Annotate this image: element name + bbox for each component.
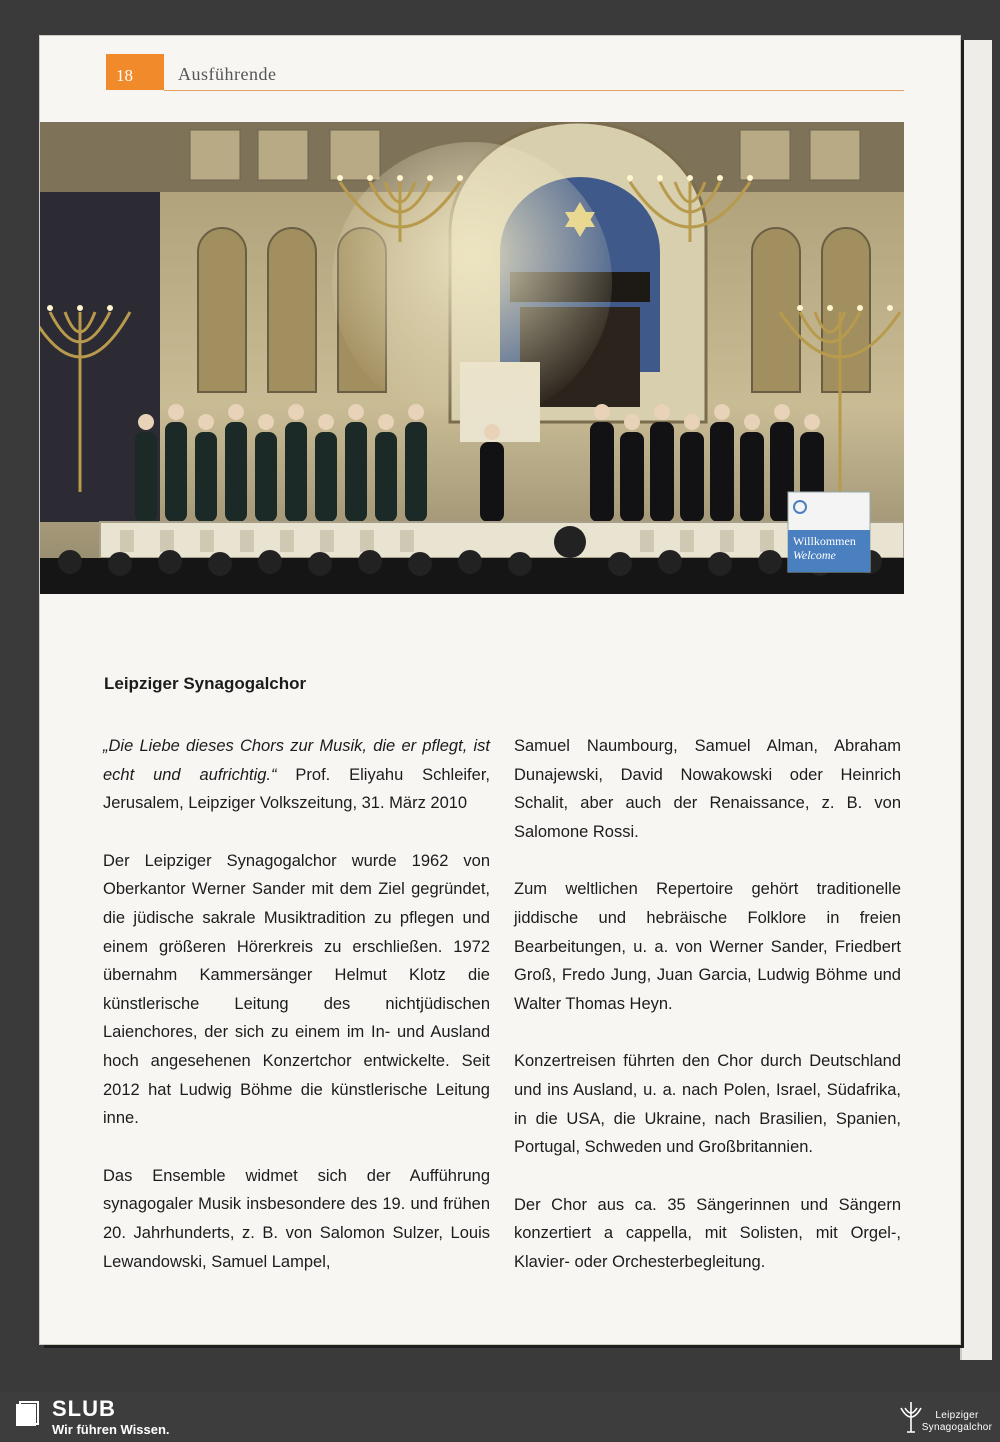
left-column — [103, 732, 490, 1305]
choir-logo-line1: Leipziger — [935, 1410, 979, 1421]
choir-logo-text — [920, 1410, 994, 1434]
header-rule — [164, 90, 904, 91]
next-page-edge — [960, 40, 992, 1360]
viewer-footer-bar — [0, 1392, 1000, 1442]
quote-text: „Die Liebe dieses Chors zur Musik, die er pflegt, ist echt und aufrichtig.“ — [103, 737, 490, 784]
booklet-page — [40, 36, 960, 1344]
page-number-tab — [106, 54, 164, 90]
paragraph-ensemble: Der Chor aus ca. 35 Sängerinnen und Sängern konzertiert a cappella, mit Solisten, mit Orgel-, Klavier- oder Orchesterbegleitung. — [514, 1195, 901, 1271]
section-title: Ausführende — [178, 64, 277, 84]
welcome-banner-line1: Willkommen — [793, 534, 856, 548]
paragraph-composers: Samuel Naumbourg, Samuel Alman, Abraham Dunajewski, David Nowakowski oder Heinrich Schalit, aber auch der Renaissance, z. B. von Salomone Rossi. — [514, 737, 901, 841]
slub-tagline: Wir führen Wissen. — [52, 1422, 170, 1437]
paragraph-secular-repertoire: Zum weltlichen Repertoire gehört traditionelle jiddische und hebräische Folklore in freien Bearbeitungen, u. a. von Werner Sander, Friedbert Groß, Fredo Jung, Juan Garcia, Ludwig Böhme und Walter Thomas Heyn. — [514, 880, 901, 1013]
quote-paragraph — [103, 732, 490, 818]
slub-name: SLUB — [52, 1396, 116, 1421]
page-number: 18 — [116, 66, 133, 85]
choir-photo — [40, 122, 904, 594]
right-column — [514, 732, 901, 1306]
slub-book-icon — [14, 1400, 42, 1433]
quote-source: Prof. Eliyahu Schleifer, Jerusalem, Leipziger Volkszeitung, 31. März 2010 — [103, 765, 490, 813]
choir-photo-illustration — [40, 122, 904, 594]
article-heading: Leipziger Synagogalchor — [104, 674, 307, 693]
welcome-banner-line2: Welcome — [793, 548, 836, 562]
paragraph-repertoire: Das Ensemble widmet sich der Aufführung synagogaler Musik insbesondere des 19. und frühen 20. Jahrhunderts, z. B. von Salomon Sulzer, Louis Lewandowski, Samuel Lampel, — [103, 1166, 490, 1271]
paragraph-concert-tours: Konzertreisen führten den Chor durch Deutschland und ins Ausland, u. a. nach Polen, Israel, Südafrika, in die USA, die Ukraine, nach Brasilien, Spanien, Portugal, Schweden und Großbritannien. — [514, 1052, 901, 1157]
paragraph-history: Der Leipziger Synagogalchor wurde 1962 von Oberkantor Werner Sander mit dem Ziel gegründet, die jüdische sakrale Musiktradition zu pflegen und einem größeren Hörerkreis zu erschließen. 1972 übernahm Kammersänger Helmut Klotz die künstlerische Leitung des nichtjüdischen Laienchores, der sich zu einem im In- und Ausland hoch angesehenen Konzertchor entwickelte. Seit 2012 hat Ludwig Böhme die künstlerische Leitung inne. — [103, 851, 490, 1128]
choir-logo-line2: Synagogalchor — [921, 1422, 993, 1433]
